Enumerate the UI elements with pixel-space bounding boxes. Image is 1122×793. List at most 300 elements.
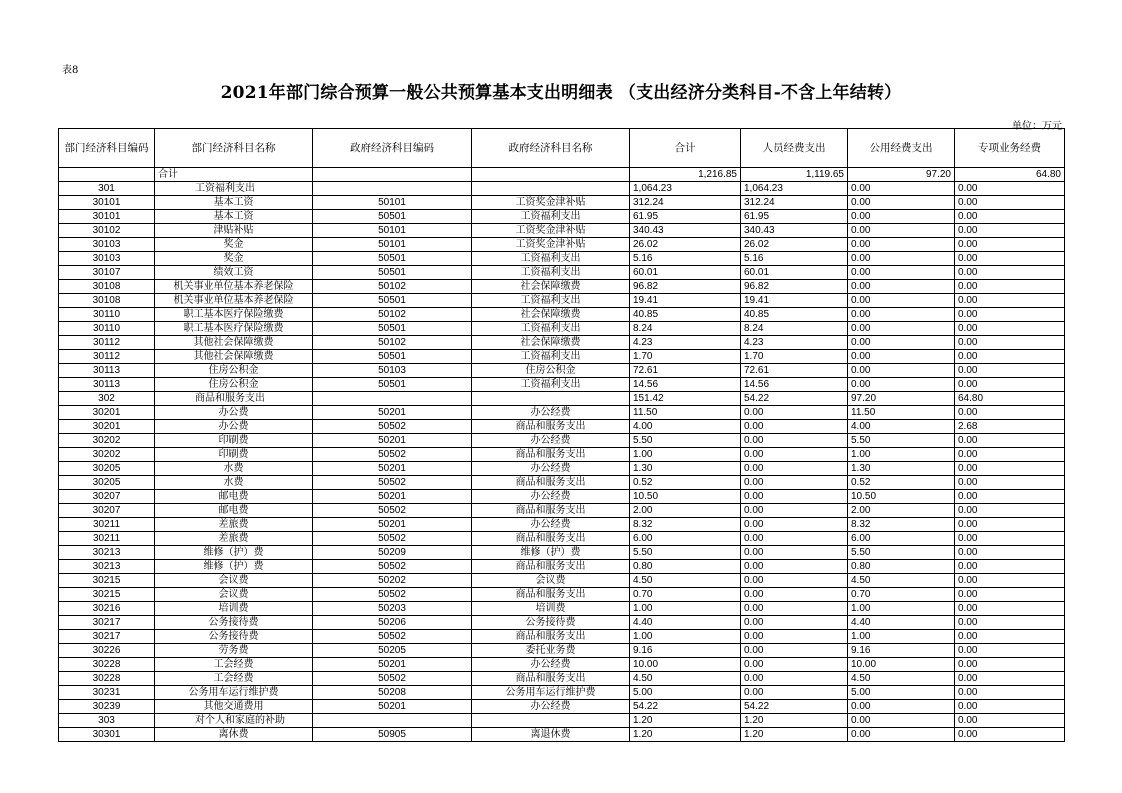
table-row — [59, 588, 1065, 602]
gov-name-cell — [472, 714, 630, 728]
table-row — [59, 714, 1065, 728]
gov-code-cell: 50201 — [313, 518, 472, 532]
public-cell: 0.00 — [848, 350, 955, 364]
gov-name-cell: 工资奖金津补贴 — [472, 238, 630, 252]
public-cell: 6.00 — [848, 532, 955, 546]
dept-name-cell: 住房公积金 — [155, 364, 313, 378]
personnel-cell: 0.00 — [741, 686, 848, 700]
header-dept-code: 部门经济科目编码 — [59, 129, 155, 168]
public-cell: 0.00 — [848, 364, 955, 378]
gov-name-cell: 商品和服务支出 — [472, 504, 630, 518]
public-cell: 9.16 — [848, 644, 955, 658]
dept-name-cell: 奖金 — [155, 252, 313, 266]
special-cell: 0.00 — [955, 462, 1065, 476]
gov-name-cell: 住房公积金 — [472, 364, 630, 378]
total-cell: 0.52 — [630, 476, 741, 490]
dept-code-cell: 30217 — [59, 616, 155, 630]
dept-code-cell: 30205 — [59, 476, 155, 490]
dept-code-cell: 30215 — [59, 588, 155, 602]
gov-code-cell: 50103 — [313, 364, 472, 378]
gov-name-cell: 公务用车运行维护费 — [472, 686, 630, 700]
special-cell: 0.00 — [955, 672, 1065, 686]
table-row — [59, 168, 1065, 182]
public-cell: 4.00 — [848, 420, 955, 434]
total-cell: 10.50 — [630, 490, 741, 504]
total-cell: 4.50 — [630, 672, 741, 686]
dept-code-cell: 30103 — [59, 238, 155, 252]
special-cell: 0.00 — [955, 728, 1065, 742]
dept-name-cell: 机关事业单位基本养老保险 — [155, 294, 313, 308]
dept-name-cell: 其他社会保障缴费 — [155, 350, 313, 364]
gov-code-cell — [313, 392, 472, 406]
dept-name-cell: 公务接待费 — [155, 630, 313, 644]
dept-name-cell: 绩效工资 — [155, 266, 313, 280]
personnel-cell: 0.00 — [741, 406, 848, 420]
special-cell: 64.80 — [955, 392, 1065, 406]
gov-code-cell — [313, 714, 472, 728]
dept-code-cell: 302 — [59, 392, 155, 406]
gov-code-cell: 50201 — [313, 434, 472, 448]
table-row — [59, 672, 1065, 686]
special-cell: 2.68 — [955, 420, 1065, 434]
special-cell: 0.00 — [955, 224, 1065, 238]
gov-name-cell: 商品和服务支出 — [472, 560, 630, 574]
dept-code-cell: 30226 — [59, 644, 155, 658]
personnel-cell: 0.00 — [741, 658, 848, 672]
dept-code-cell: 30217 — [59, 630, 155, 644]
gov-name-cell: 办公经费 — [472, 518, 630, 532]
gov-name-cell: 办公经费 — [472, 434, 630, 448]
dept-name-cell: 办公费 — [155, 420, 313, 434]
dept-code-cell: 30207 — [59, 490, 155, 504]
gov-name-cell — [472, 392, 630, 406]
total-cell: 0.80 — [630, 560, 741, 574]
gov-code-cell: 50502 — [313, 630, 472, 644]
total-cell: 10.00 — [630, 658, 741, 672]
gov-name-cell: 培训费 — [472, 602, 630, 616]
special-cell: 0.00 — [955, 336, 1065, 350]
header-dept-name: 部门经济科目名称 — [155, 129, 313, 168]
personnel-cell: 0.00 — [741, 434, 848, 448]
special-cell: 0.00 — [955, 406, 1065, 420]
gov-name-cell: 维修（护）费 — [472, 546, 630, 560]
header-gov-name: 政府经济科目名称 — [472, 129, 630, 168]
special-cell: 0.00 — [955, 714, 1065, 728]
personnel-cell: 340.43 — [741, 224, 848, 238]
personnel-cell: 0.00 — [741, 532, 848, 546]
special-cell: 0.00 — [955, 490, 1065, 504]
personnel-cell: 0.00 — [741, 504, 848, 518]
gov-name-cell: 商品和服务支出 — [472, 476, 630, 490]
special-cell: 0.00 — [955, 210, 1065, 224]
dept-code-cell — [59, 168, 155, 182]
public-cell: 1.00 — [848, 448, 955, 462]
gov-code-cell: 50905 — [313, 728, 472, 742]
personnel-cell: 0.00 — [741, 616, 848, 630]
dept-code-cell: 30205 — [59, 462, 155, 476]
public-cell: 4.40 — [848, 616, 955, 630]
table-header-row — [59, 129, 1065, 168]
dept-code-cell: 30107 — [59, 266, 155, 280]
total-cell: 14.56 — [630, 378, 741, 392]
public-cell: 4.50 — [848, 574, 955, 588]
total-cell: 1.20 — [630, 714, 741, 728]
dept-code-cell: 30110 — [59, 308, 155, 322]
table-row — [59, 182, 1065, 196]
gov-name-cell: 工资福利支出 — [472, 294, 630, 308]
gov-name-cell: 工资福利支出 — [472, 266, 630, 280]
table-row — [59, 350, 1065, 364]
personnel-cell: 0.00 — [741, 420, 848, 434]
personnel-cell: 0.00 — [741, 672, 848, 686]
total-cell: 40.85 — [630, 308, 741, 322]
dept-code-cell: 30102 — [59, 224, 155, 238]
personnel-cell: 1.70 — [741, 350, 848, 364]
total-cell: 340.43 — [630, 224, 741, 238]
dept-code-cell: 30201 — [59, 420, 155, 434]
special-cell: 0.00 — [955, 504, 1065, 518]
personnel-cell: 61.95 — [741, 210, 848, 224]
public-cell: 2.00 — [848, 504, 955, 518]
public-cell: 0.00 — [848, 714, 955, 728]
personnel-cell: 4.23 — [741, 336, 848, 350]
dept-name-cell: 津贴补贴 — [155, 224, 313, 238]
gov-name-cell — [472, 168, 630, 182]
gov-name-cell: 工资福利支出 — [472, 210, 630, 224]
total-cell: 11.50 — [630, 406, 741, 420]
public-cell: 5.50 — [848, 434, 955, 448]
dept-code-cell: 30108 — [59, 280, 155, 294]
special-cell: 0.00 — [955, 280, 1065, 294]
special-cell: 0.00 — [955, 588, 1065, 602]
personnel-cell: 26.02 — [741, 238, 848, 252]
special-cell: 0.00 — [955, 266, 1065, 280]
total-cell: 2.00 — [630, 504, 741, 518]
dept-code-cell: 303 — [59, 714, 155, 728]
special-cell: 0.00 — [955, 574, 1065, 588]
gov-code-cell: 50501 — [313, 210, 472, 224]
dept-name-cell: 离休费 — [155, 728, 313, 742]
gov-name-cell: 办公经费 — [472, 490, 630, 504]
personnel-cell: 40.85 — [741, 308, 848, 322]
dept-code-cell: 30215 — [59, 574, 155, 588]
dept-code-cell: 30202 — [59, 448, 155, 462]
table-row — [59, 644, 1065, 658]
gov-name-cell: 商品和服务支出 — [472, 420, 630, 434]
dept-code-cell: 30110 — [59, 322, 155, 336]
personnel-cell: 1.20 — [741, 714, 848, 728]
total-cell: 1.00 — [630, 630, 741, 644]
header-total: 合计 — [630, 129, 741, 168]
dept-name-cell: 会议费 — [155, 588, 313, 602]
gov-code-cell: 50501 — [313, 294, 472, 308]
gov-code-cell: 50201 — [313, 490, 472, 504]
personnel-cell: 5.16 — [741, 252, 848, 266]
table-row — [59, 504, 1065, 518]
dept-code-cell: 30113 — [59, 378, 155, 392]
personnel-cell: 1,119.65 — [741, 168, 848, 182]
gov-name-cell: 商品和服务支出 — [472, 630, 630, 644]
total-cell: 4.00 — [630, 420, 741, 434]
total-cell: 0.70 — [630, 588, 741, 602]
special-cell: 0.00 — [955, 616, 1065, 630]
gov-code-cell: 50102 — [313, 280, 472, 294]
total-cell: 60.01 — [630, 266, 741, 280]
dept-name-cell: 邮电费 — [155, 490, 313, 504]
gov-name-cell: 社会保障缴费 — [472, 336, 630, 350]
header-public: 公用经费支出 — [848, 129, 955, 168]
gov-name-cell: 社会保障缴费 — [472, 280, 630, 294]
table-row — [59, 224, 1065, 238]
gov-name-cell: 商品和服务支出 — [472, 672, 630, 686]
dept-name-cell: 合计 — [155, 168, 313, 182]
personnel-cell: 54.22 — [741, 700, 848, 714]
dept-name-cell: 培训费 — [155, 602, 313, 616]
header-personnel: 人员经费支出 — [741, 129, 848, 168]
gov-name-cell: 工资奖金津补贴 — [472, 196, 630, 210]
dept-code-cell: 30228 — [59, 658, 155, 672]
dept-name-cell: 会议费 — [155, 574, 313, 588]
table-row — [59, 322, 1065, 336]
dept-name-cell: 邮电费 — [155, 504, 313, 518]
public-cell: 97.20 — [848, 168, 955, 182]
dept-name-cell: 机关事业单位基本养老保险 — [155, 280, 313, 294]
personnel-cell: 14.56 — [741, 378, 848, 392]
gov-code-cell: 50201 — [313, 462, 472, 476]
total-cell: 1.00 — [630, 448, 741, 462]
dept-name-cell: 维修（护）费 — [155, 560, 313, 574]
gov-name-cell: 办公经费 — [472, 462, 630, 476]
special-cell: 0.00 — [955, 448, 1065, 462]
public-cell: 0.70 — [848, 588, 955, 602]
dept-name-cell: 维修（护）费 — [155, 546, 313, 560]
gov-name-cell: 离退休费 — [472, 728, 630, 742]
special-cell: 0.00 — [955, 238, 1065, 252]
dept-name-cell: 公务接待费 — [155, 616, 313, 630]
public-cell: 97.20 — [848, 392, 955, 406]
table-row — [59, 378, 1065, 392]
public-cell: 0.00 — [848, 182, 955, 196]
personnel-cell: 0.00 — [741, 588, 848, 602]
total-cell: 96.82 — [630, 280, 741, 294]
table-row — [59, 448, 1065, 462]
table-row — [59, 700, 1065, 714]
gov-name-cell: 工资奖金津补贴 — [472, 224, 630, 238]
special-cell: 0.00 — [955, 322, 1065, 336]
table-row — [59, 294, 1065, 308]
gov-code-cell: 50501 — [313, 322, 472, 336]
dept-name-cell: 奖金 — [155, 238, 313, 252]
personnel-cell: 54.22 — [741, 392, 848, 406]
gov-code-cell: 50502 — [313, 560, 472, 574]
dept-name-cell: 办公费 — [155, 406, 313, 420]
dept-code-cell: 30301 — [59, 728, 155, 742]
gov-code-cell: 50205 — [313, 644, 472, 658]
gov-code-cell: 50203 — [313, 602, 472, 616]
special-cell: 0.00 — [955, 182, 1065, 196]
dept-code-cell: 30211 — [59, 518, 155, 532]
total-cell: 5.50 — [630, 546, 741, 560]
total-cell: 61.95 — [630, 210, 741, 224]
special-cell: 0.00 — [955, 686, 1065, 700]
gov-name-cell: 商品和服务支出 — [472, 448, 630, 462]
total-cell: 9.16 — [630, 644, 741, 658]
gov-code-cell: 50201 — [313, 658, 472, 672]
public-cell: 11.50 — [848, 406, 955, 420]
total-cell: 312.24 — [630, 196, 741, 210]
special-cell: 0.00 — [955, 630, 1065, 644]
table-row — [59, 266, 1065, 280]
gov-name-cell: 工资福利支出 — [472, 252, 630, 266]
table-row — [59, 630, 1065, 644]
dept-code-cell: 30201 — [59, 406, 155, 420]
dept-name-cell: 工会经费 — [155, 672, 313, 686]
dept-name-cell: 工会经费 — [155, 658, 313, 672]
table-row — [59, 574, 1065, 588]
public-cell: 10.50 — [848, 490, 955, 504]
total-cell: 8.24 — [630, 322, 741, 336]
table-row — [59, 336, 1065, 350]
total-cell: 26.02 — [630, 238, 741, 252]
table-row — [59, 210, 1065, 224]
public-cell: 0.00 — [848, 224, 955, 238]
special-cell: 64.80 — [955, 168, 1065, 182]
special-cell: 0.00 — [955, 476, 1065, 490]
dept-name-cell: 职工基本医疗保险缴费 — [155, 308, 313, 322]
gov-name-cell: 社会保障缴费 — [472, 308, 630, 322]
total-cell: 1.20 — [630, 728, 741, 742]
personnel-cell: 0.00 — [741, 602, 848, 616]
public-cell: 0.00 — [848, 266, 955, 280]
special-cell: 0.00 — [955, 364, 1065, 378]
public-cell: 0.00 — [848, 336, 955, 350]
total-cell: 4.23 — [630, 336, 741, 350]
total-cell: 4.40 — [630, 616, 741, 630]
public-cell: 0.52 — [848, 476, 955, 490]
dept-name-cell: 差旅费 — [155, 532, 313, 546]
dept-code-cell: 30113 — [59, 364, 155, 378]
gov-name-cell: 办公经费 — [472, 700, 630, 714]
gov-code-cell: 50502 — [313, 504, 472, 518]
gov-code-cell: 50101 — [313, 196, 472, 210]
public-cell: 8.32 — [848, 518, 955, 532]
dept-code-cell: 30207 — [59, 504, 155, 518]
gov-code-cell: 50208 — [313, 686, 472, 700]
table-row — [59, 560, 1065, 574]
table-row — [59, 238, 1065, 252]
gov-name-cell: 工资福利支出 — [472, 322, 630, 336]
dept-name-cell: 其他交通费用 — [155, 700, 313, 714]
dept-code-cell: 30239 — [59, 700, 155, 714]
dept-name-cell: 差旅费 — [155, 518, 313, 532]
special-cell: 0.00 — [955, 532, 1065, 546]
personnel-cell: 0.00 — [741, 574, 848, 588]
dept-code-cell: 30216 — [59, 602, 155, 616]
dept-code-cell: 30231 — [59, 686, 155, 700]
gov-name-cell: 工资福利支出 — [472, 350, 630, 364]
gov-name-cell: 会议费 — [472, 574, 630, 588]
gov-code-cell: 50502 — [313, 476, 472, 490]
personnel-cell: 0.00 — [741, 448, 848, 462]
special-cell: 0.00 — [955, 658, 1065, 672]
dept-name-cell: 对个人和家庭的补助 — [155, 714, 313, 728]
table-row — [59, 546, 1065, 560]
gov-code-cell: 50502 — [313, 420, 472, 434]
dept-code-cell: 30202 — [59, 434, 155, 448]
gov-code-cell: 50209 — [313, 546, 472, 560]
personnel-cell: 19.41 — [741, 294, 848, 308]
personnel-cell: 0.00 — [741, 644, 848, 658]
public-cell: 0.00 — [848, 322, 955, 336]
gov-code-cell: 50202 — [313, 574, 472, 588]
gov-name-cell: 公务接待费 — [472, 616, 630, 630]
table-row — [59, 280, 1065, 294]
dept-name-cell: 职工基本医疗保险缴费 — [155, 322, 313, 336]
special-cell: 0.00 — [955, 252, 1065, 266]
total-cell: 5.50 — [630, 434, 741, 448]
table-row — [59, 532, 1065, 546]
public-cell: 1.00 — [848, 630, 955, 644]
header-gov-code: 政府经济科目编码 — [313, 129, 472, 168]
dept-name-cell: 水费 — [155, 462, 313, 476]
gov-code-cell: 50201 — [313, 700, 472, 714]
table-row — [59, 252, 1065, 266]
special-cell: 0.00 — [955, 350, 1065, 364]
table-body — [59, 168, 1065, 742]
dept-name-cell: 其他社会保障缴费 — [155, 336, 313, 350]
dept-code-cell: 30112 — [59, 350, 155, 364]
personnel-cell: 96.82 — [741, 280, 848, 294]
total-cell: 1.00 — [630, 602, 741, 616]
gov-code-cell: 50502 — [313, 448, 472, 462]
personnel-cell: 0.00 — [741, 546, 848, 560]
total-cell: 6.00 — [630, 532, 741, 546]
public-cell: 0.00 — [848, 196, 955, 210]
dept-code-cell: 30112 — [59, 336, 155, 350]
gov-code-cell — [313, 168, 472, 182]
gov-code-cell: 50502 — [313, 532, 472, 546]
table-row — [59, 658, 1065, 672]
dept-name-cell: 印刷费 — [155, 448, 313, 462]
gov-code-cell: 50501 — [313, 378, 472, 392]
total-cell: 1.30 — [630, 462, 741, 476]
dept-code-cell: 30101 — [59, 210, 155, 224]
gov-name-cell: 委托业务费 — [472, 644, 630, 658]
dept-code-cell: 30228 — [59, 672, 155, 686]
dept-code-cell: 30211 — [59, 532, 155, 546]
dept-name-cell: 印刷费 — [155, 434, 313, 448]
personnel-cell: 0.00 — [741, 560, 848, 574]
gov-name-cell: 商品和服务支出 — [472, 532, 630, 546]
dept-code-cell: 30103 — [59, 252, 155, 266]
special-cell: 0.00 — [955, 546, 1065, 560]
public-cell: 5.50 — [848, 546, 955, 560]
budget-detail-table — [58, 128, 1065, 742]
personnel-cell: 1,064.23 — [741, 182, 848, 196]
table-number-label: 表8 — [62, 65, 79, 76]
gov-name-cell: 工资福利支出 — [472, 378, 630, 392]
public-cell: 5.00 — [848, 686, 955, 700]
personnel-cell: 72.61 — [741, 364, 848, 378]
dept-code-cell: 301 — [59, 182, 155, 196]
special-cell: 0.00 — [955, 700, 1065, 714]
gov-name-cell: 商品和服务支出 — [472, 588, 630, 602]
page-title: 2021年部门综合预算一般公共预算基本支出明细表 （支出经济分类科目-不含上年结转） — [220, 83, 902, 103]
total-cell: 54.22 — [630, 700, 741, 714]
dept-name-cell: 劳务费 — [155, 644, 313, 658]
public-cell: 0.00 — [848, 210, 955, 224]
gov-code-cell: 50101 — [313, 238, 472, 252]
